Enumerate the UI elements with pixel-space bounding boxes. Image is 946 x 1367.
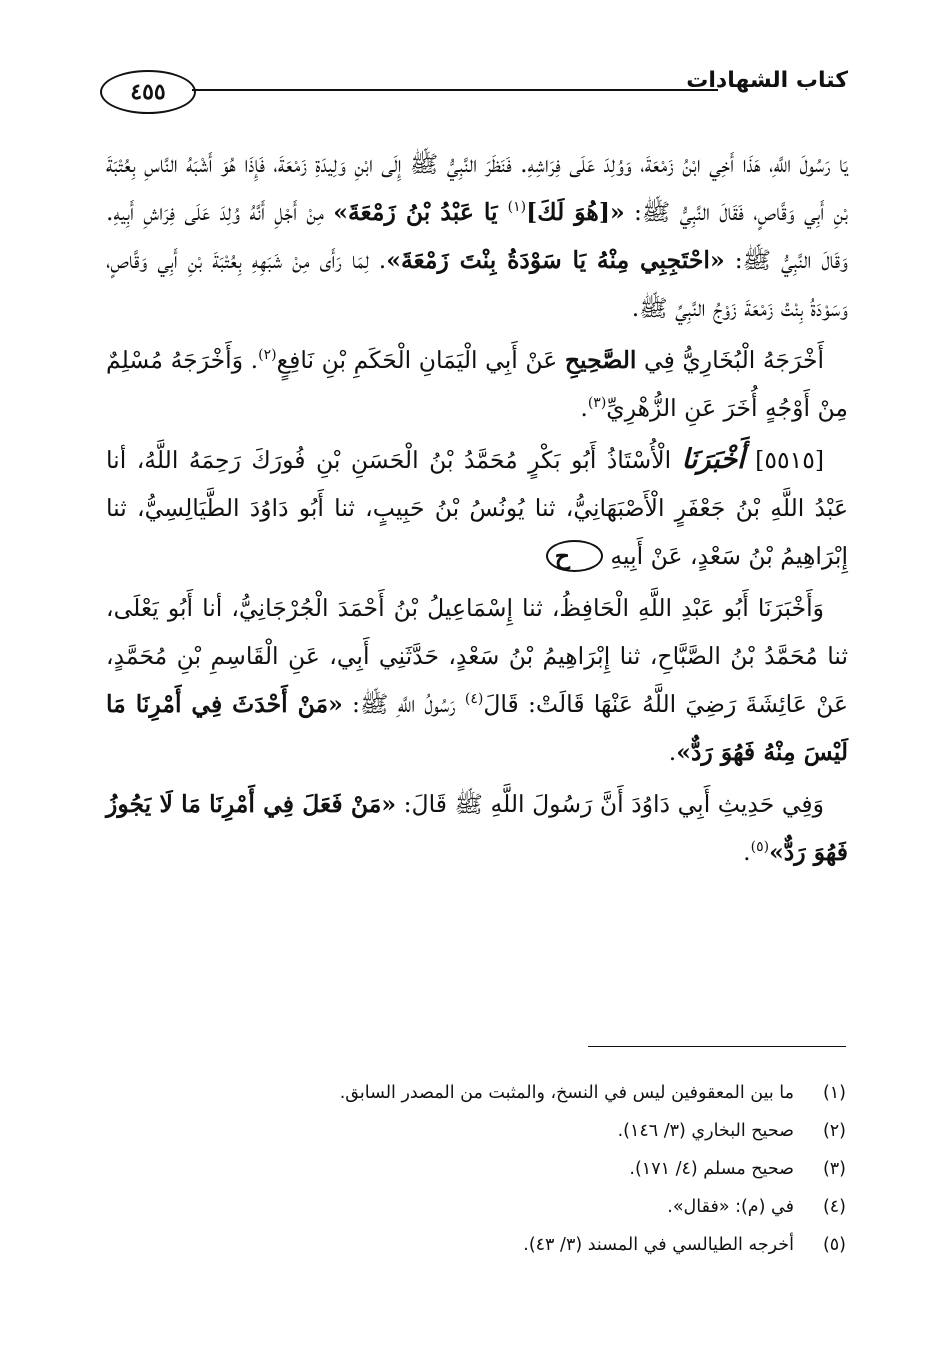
text-span: . — [743, 838, 751, 866]
text-span: أَخْرَجَهُ الْبُخَارِيُّ فِي — [636, 346, 824, 374]
footnote-ref: (٢) — [258, 347, 277, 364]
paragraph-5 — [106, 780, 848, 876]
footnote-number: (١) — [822, 1083, 846, 1103]
paragraph-4 — [106, 584, 848, 776]
footnote-number: (٤) — [822, 1197, 846, 1217]
footnote-item — [246, 1188, 846, 1226]
footnote-text: في (م): «فقال». — [667, 1197, 794, 1217]
paragraph-3 — [106, 436, 848, 580]
text-span: . لِمَا رَأَى مِنْ شَبَهِهِ بِعُتْبَةَ بْنِ أَبِي وَقَّاصٍ، وَسَوْدَةُ بِنْتُ زَمْعَةَ زَوْجُ النَّبِيِّ ﷺ. — [106, 246, 848, 322]
footnote-ref: (٥) — [750, 839, 770, 856]
quote-text: «[هُوَ لَكَ] — [526, 198, 625, 226]
text-span: وَفِي حَدِيثِ أَبِي دَاوُدَ أَنَّ رَسُولَ اللَّهِ ﷺ قَالَ: — [396, 790, 824, 818]
footnote-text: أخرجه الطيالسي في المسند (٣/ ٤٣). — [523, 1235, 794, 1255]
text-span: يَا رَسُولَ اللَّهِ، هَذَا أَخِي ابْنُ زَمْعَةَ، وَوُلِدَ عَلَى فِرَاشِهِ. فَنَظَرَ النَّبِيُّ ﷺ إِلَى ابْنِ وَلِيدَةِ زَمْعَةَ، فَإِذَا هُوَ أَشْبَهُ النَّاسِ بِعُتْبَةَ بْنِ أَبِي وَقَّاصٍ، فَقَالَ النَّبِيُّ ﷺ: — [106, 150, 849, 226]
footnotes — [246, 1074, 846, 1264]
quote-text: «مَنْ أَحْدَثَ فِي أَمْرِنَا مَا لَيْسَ مِنْهُ فَهُوَ رَدٌّ» — [106, 690, 848, 766]
main-text — [106, 140, 848, 880]
hadith-number: [٥٥١٥] — [755, 446, 824, 474]
text-span: الْأُسْتَاذُ أَبُو بَكْرٍ مُحَمَّدُ بْنُ الْحَسَنِ بْنِ فُورَكَ رَحِمَهُ اللَّهُ، أنا عَبْدُ اللَّهِ بْنُ جَعْفَرٍ الْأَصْبَهَانِيُّ، ثنا يُونُسُ بْنُ حَبِيبٍ، ثنا أَبُو دَاوُدَ الطَّيَالِسِيُّ، ثنا إِبْرَاهِيمُ بْنُ سَعْدٍ، عَنْ أَبِيهِ — [106, 446, 848, 570]
footnote-text: ما بين المعقوفين ليس في النسخ، والمثبت من المصدر السابق. — [339, 1083, 794, 1103]
quote-text: «مَنْ فَعَلَ فِي أَمْرِنَا مَا لَا يَجُوزُ فَهُوَ رَدٌّ» — [106, 790, 848, 866]
footnote-ref: (١) — [507, 199, 527, 216]
footnote-item — [246, 1226, 846, 1264]
footnote-item — [246, 1112, 846, 1150]
footnote-ref: (٣) — [587, 395, 607, 412]
footnote-item — [246, 1150, 846, 1188]
text-span: . — [668, 738, 677, 766]
text-span: وَأَخْبَرَنَا أَبُو عَبْدِ اللَّهِ الْحَافِظُ، ثنا إِسْمَاعِيلُ بْنُ أَحْمَدَ الْجُرْجَانِيُّ، أنا أَبُو يَعْلَى، ثنا مُحَمَّدُ بْنُ الصَّبَّاحِ، ثنا إِبْرَاهِيمُ بْنُ سَعْدٍ، حَدَّثَنِي أَبِي، عَنِ الْقَاسِمِ بْنِ مُحَمَّدٍ، عَنْ عَائِشَةَ رَضِيَ اللَّهُ عَنْهَا قَالَتْ: قَالَ — [106, 594, 848, 718]
text-span: رَسُولُ اللَّهِ ﷺ: — [342, 690, 465, 718]
text-span: مِنْ أَجْلِ أَنَّهُ وُلِدَ عَلَى فِرَاشِ أَبِيهِ. وَقَالَ النَّبِيُّ ﷺ: — [106, 198, 848, 274]
footnote-number: (٣) — [822, 1159, 846, 1179]
footnote-ref: (٤) — [464, 691, 484, 708]
footnote-text: صحيح البخاري (٣/ ١٤٦). — [617, 1121, 794, 1141]
page-number: ٤٥٥ — [130, 79, 166, 105]
footnote-number: (٥) — [822, 1235, 846, 1255]
footnote-number: (٢) — [822, 1121, 846, 1141]
text-span: . وَأَخْرَجَهُ مُسْلِمٌ مِنْ أَوْجُهٍ أُخَرَ عَنِ الزُّهْرِيِّ — [106, 346, 848, 422]
quote-text: «احْتَجِبِي مِنْهُ يَا سَوْدَةُ بِنْتَ زَمْعَةَ» — [386, 246, 725, 274]
book-name: الصَّحِيحِ — [564, 346, 637, 374]
paragraph-2 — [106, 336, 848, 432]
footnote-item — [246, 1074, 846, 1112]
paragraph-1 — [106, 140, 848, 332]
text-span: . — [580, 394, 588, 422]
footnote-divider — [588, 1046, 846, 1047]
quote-text: يَا عَبْدُ بْنُ زَمْعَةَ» — [333, 198, 508, 226]
tahwil-symbol: ح — [546, 540, 603, 572]
akhbarana-word: أَخْبَرَنَا — [681, 444, 745, 475]
text-span: عَنْ أَبِي الْيَمَانِ الْحَكَمِ بْنِ نَافِعٍ — [276, 346, 565, 374]
header-divider — [192, 89, 718, 91]
page-number-badge — [100, 70, 196, 114]
page-header — [100, 62, 848, 118]
book-title: كتاب الشهادات — [686, 68, 848, 93]
footnote-text: صحيح مسلم (٤/ ١٧١). — [629, 1159, 794, 1179]
